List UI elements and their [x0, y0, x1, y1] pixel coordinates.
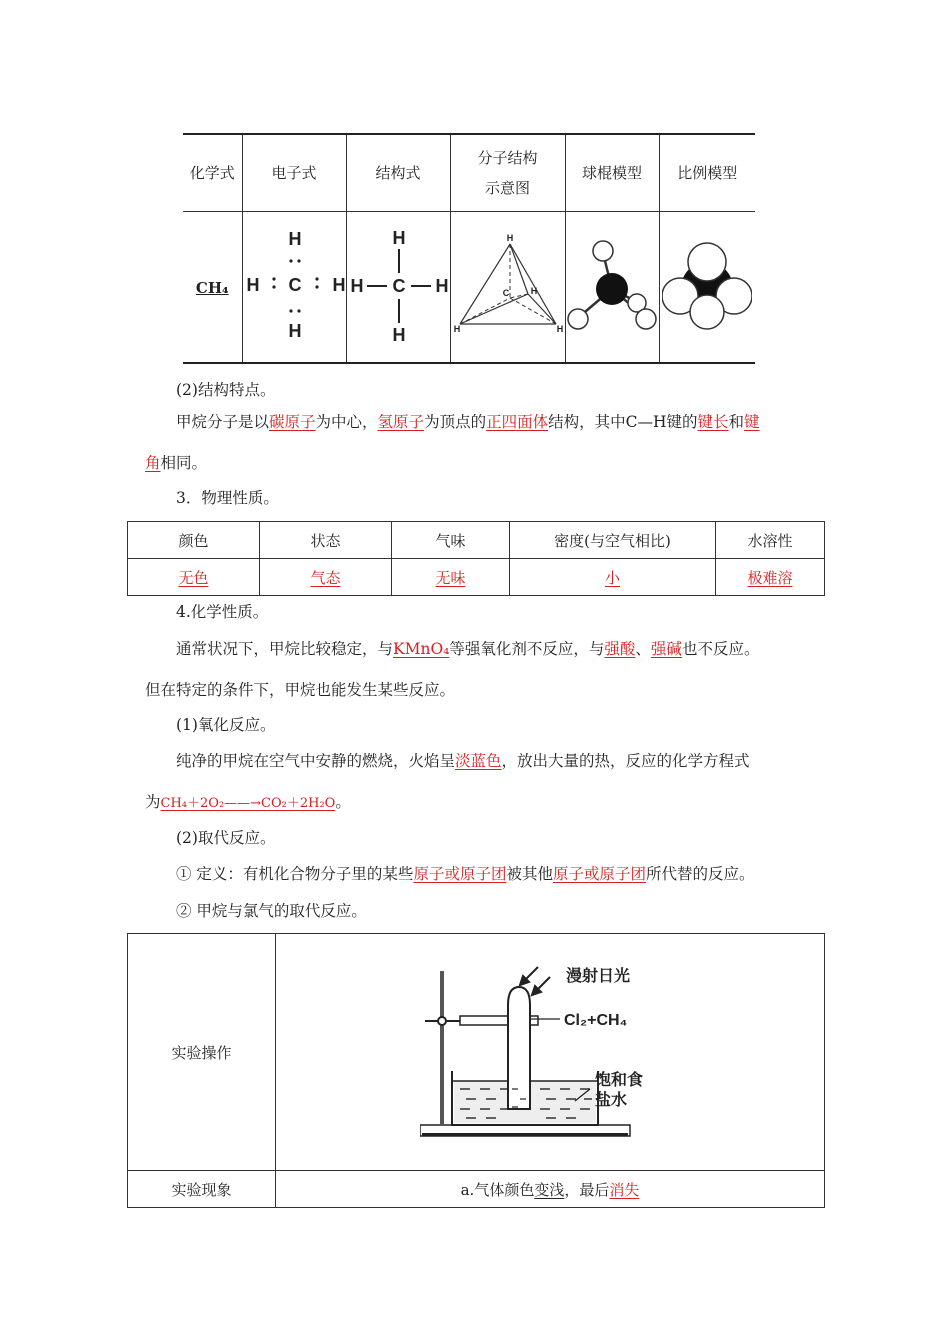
table-row: [183, 212, 755, 364]
header-structure-diagram-line2: 示意图: [484, 179, 530, 197]
oxidation-line1: [176, 751, 750, 771]
tetra-c: C: [502, 288, 509, 298]
electron-formula-diagram: [243, 227, 347, 347]
table-header-row: [128, 522, 825, 559]
answer-carbon-atom: 碳原子: [269, 413, 316, 431]
answer-bond-length: 键长: [697, 413, 729, 431]
apparatus-diagram: [420, 957, 680, 1147]
methane-formula-table: [183, 133, 755, 364]
text-segment: 结构，其中C—H键的: [548, 413, 698, 431]
text-segment: 甲烷分子是以: [176, 413, 270, 431]
answer-bond-angle-part1: 键: [744, 413, 760, 431]
table-cell: [260, 559, 392, 596]
text-segment: 和: [728, 413, 745, 431]
electron-h-bottom: H: [288, 321, 301, 341]
tetrahedron-diagram: [452, 232, 564, 342]
tetra-h-back: H: [530, 286, 537, 296]
table-row: [128, 1171, 825, 1208]
space-filling-cell: [659, 212, 755, 364]
electron-h-top: H: [288, 229, 301, 249]
tetra-h-top: H: [506, 233, 513, 243]
text-segment: 所代替的反应。: [645, 865, 755, 883]
chemical-formula-cell: [183, 212, 242, 364]
header-electron: 电子式: [242, 134, 346, 212]
chemical-formula: CH₄: [195, 278, 229, 297]
text-segment: 、: [635, 640, 651, 658]
text-segment: 等强氧化剂不反应，与: [449, 640, 605, 658]
space-filling-model: [662, 242, 752, 332]
chemical-properties-heading: 4.化学性质。: [176, 603, 269, 621]
table-header-row: [183, 134, 755, 212]
table-cell: [392, 559, 510, 596]
header-formula: 化学式: [183, 134, 242, 212]
h-atom-ball: [593, 241, 613, 261]
text-segment: a.气体颜色: [460, 1180, 535, 1199]
header-ball-stick: 球棍模型: [565, 134, 659, 212]
value-state: 气态: [310, 568, 341, 587]
experiment-phenomenon-label: 实验现象: [171, 1180, 232, 1199]
h-atom-ball: [636, 309, 656, 329]
tetrahedron-cell: [450, 212, 565, 364]
text-segment: 为: [145, 793, 161, 811]
substitution-definition: [176, 864, 755, 884]
apparatus-cell: [276, 934, 825, 1171]
substitution-heading: (2)取代反应。: [176, 829, 276, 847]
header-solubility: 水溶性: [716, 522, 825, 559]
tetra-h-left: H: [453, 324, 460, 334]
answer-bond-angle-part2: 角: [145, 454, 161, 472]
header-space-filling: 比例模型: [659, 134, 755, 212]
oxidation-equation-line: [145, 792, 351, 814]
text-segment: ① 定义：有机化合物分子里的某些: [176, 865, 414, 883]
ball-stick-model: [567, 237, 657, 337]
answer-kmno4: KMnO₄: [393, 640, 450, 658]
tetra-h-right: H: [556, 324, 563, 334]
header-structure-diagram: [450, 134, 565, 212]
text-segment: 相同。: [160, 454, 208, 472]
table-cell: [128, 559, 260, 596]
phenomenon-label-cell: [128, 1171, 276, 1208]
text-segment: 为顶点的: [424, 413, 487, 431]
structure-features-heading: (2)结构特点。: [176, 381, 276, 399]
header-structure-diagram-line1: 分子结构: [477, 149, 538, 167]
test-tube: [508, 987, 530, 1109]
structural-formula-cell: [346, 212, 450, 364]
combustion-equation: CH₄＋2O₂——→CO₂＋2H₂O: [160, 796, 336, 811]
diffuse-sunlight-label: 漫射日光: [566, 968, 631, 985]
structure-paragraph-line1: [176, 412, 760, 432]
chlorine-reaction-heading: ② 甲烷与氯气的取代反应。: [176, 902, 367, 920]
structural-h-right: H: [435, 276, 448, 296]
structural-formula-diagram: [347, 227, 451, 347]
answer-tetrahedron: 正四面体: [486, 413, 549, 431]
electron-h-left: H: [246, 275, 259, 295]
electron-c-center: C: [288, 275, 301, 295]
value-density: 小: [604, 568, 620, 587]
structural-h-bottom: H: [392, 325, 405, 345]
header-state: 状态: [260, 522, 392, 559]
answer-atom-group-1: 原子或原子团: [413, 865, 507, 883]
text-segment: 为中心，: [315, 413, 378, 431]
answer-atom-group-2: 原子或原子团: [552, 865, 646, 883]
answer-strong-acid: 强酸: [604, 640, 636, 658]
stand-rod: [440, 971, 444, 1125]
structural-c-center: C: [392, 276, 405, 296]
text-segment: ，最后: [564, 1180, 610, 1199]
stability-line1: [176, 639, 759, 659]
experiment-operation-label: 实验操作: [171, 1043, 232, 1062]
phenomenon-cell: [276, 1171, 825, 1208]
table-cell: [716, 559, 825, 596]
text-segment: ，放出大量的热，反应的化学方程式: [501, 752, 750, 770]
answer-pale-blue: 淡蓝色: [455, 752, 502, 770]
value-color: 无色: [178, 568, 209, 587]
table-cell: [510, 559, 716, 596]
answer-hydrogen-atom: 氢原子: [377, 413, 425, 431]
answer-disappear: 消失: [609, 1180, 640, 1199]
stability-line2: 但在特定的条件下，甲烷也能发生某些反应。: [145, 681, 456, 699]
electron-formula-cell: [242, 212, 346, 364]
electron-h-right: H: [332, 275, 345, 295]
header-density: 密度(与空气相比): [510, 522, 716, 559]
gas-mixture-label: Cl₂+CH₄: [564, 1012, 628, 1029]
text-segment: 通常状况下，甲烷比较稳定，与: [176, 640, 394, 658]
header-structural: 结构式: [346, 134, 450, 212]
value-odor: 无味: [435, 568, 466, 587]
oxidation-heading: (1)氧化反应。: [176, 716, 276, 734]
table-row: [128, 934, 825, 1171]
header-odor: 气味: [392, 522, 510, 559]
answer-strong-base: 强碱: [650, 640, 682, 658]
saturated-brine-label-1: 饱和食: [595, 1072, 644, 1089]
saturated-brine-label-2: 盐水: [595, 1092, 628, 1109]
value-solubility: 极难溶: [747, 568, 793, 587]
physical-properties-heading: 3．物理性质。: [176, 489, 279, 507]
header-color: 颜色: [128, 522, 260, 559]
physical-properties-table: [127, 521, 825, 596]
text-segment: 纯净的甲烷在空气中安静的燃烧，火焰呈: [176, 752, 456, 770]
text-segment: 。: [335, 793, 351, 811]
experiment-table: [127, 933, 825, 1208]
text-segment: 也不反应。: [681, 640, 760, 658]
op-label-cell: [128, 934, 276, 1171]
text-segment: 被其他: [506, 865, 553, 883]
structural-h-top: H: [392, 228, 405, 248]
structure-paragraph-line2: [145, 453, 207, 473]
ball-stick-cell: [565, 212, 659, 364]
c-atom-ball: [596, 273, 628, 305]
answer-lighter: 变浅: [534, 1180, 565, 1199]
table-row: [128, 559, 825, 596]
h-atom-ball: [568, 309, 588, 329]
structural-h-left: H: [350, 276, 363, 296]
